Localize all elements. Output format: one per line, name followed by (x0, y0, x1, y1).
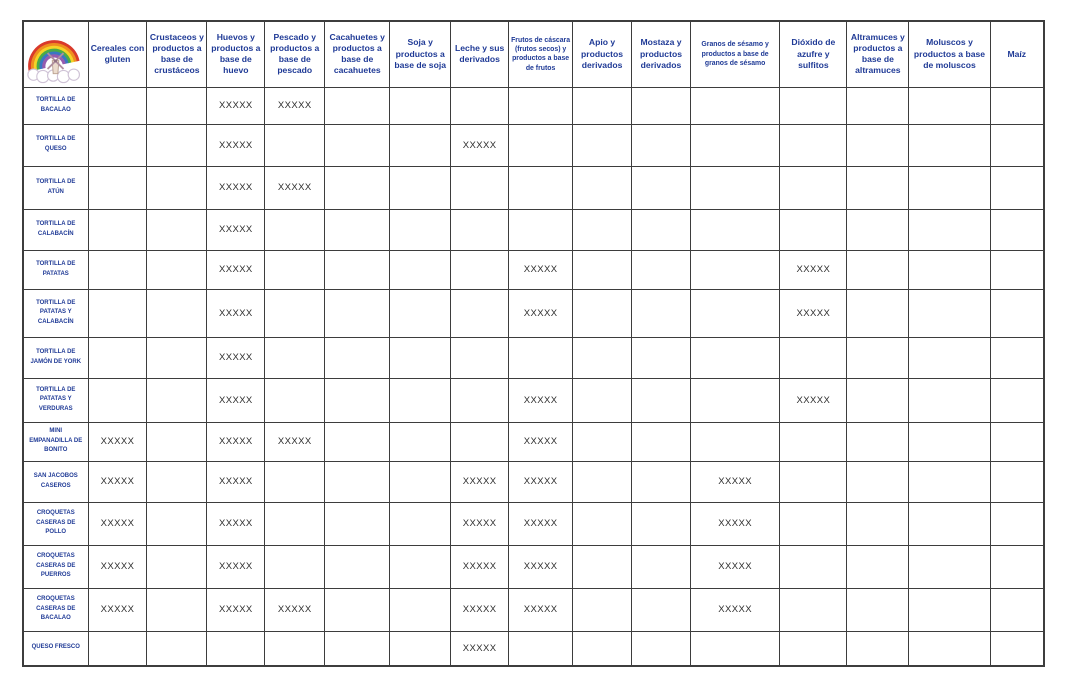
allergen-empty-cell (390, 337, 451, 378)
row-label: QUESO FRESCO (23, 631, 88, 666)
allergen-mark-cell: XXXXX (88, 588, 147, 631)
allergen-mark-cell: XXXXX (207, 250, 265, 289)
allergen-empty-cell (847, 87, 909, 124)
allergen-empty-cell (509, 337, 573, 378)
allergen-empty-cell (325, 378, 390, 422)
allergen-empty-cell (325, 631, 390, 666)
allergen-empty-cell (909, 631, 990, 666)
allergen-empty-cell (147, 545, 207, 588)
allergen-empty-cell (632, 631, 691, 666)
table-row (23, 209, 1044, 250)
allergen-empty-cell (265, 124, 325, 166)
allergen-empty-cell (690, 422, 779, 461)
row-label: MINI EMPANADILLA DE BONITO (23, 422, 88, 461)
allergen-empty-cell (847, 588, 909, 631)
allergen-empty-cell (390, 378, 451, 422)
allergen-mark-cell: XXXXX (509, 461, 573, 502)
allergen-empty-cell (325, 87, 390, 124)
allergen-empty-cell (325, 289, 390, 337)
allergen-mark-cell: XXXXX (509, 250, 573, 289)
allergen-empty-cell (509, 631, 573, 666)
table-row (23, 87, 1044, 124)
allergen-empty-cell (147, 588, 207, 631)
allergen-empty-cell (88, 250, 147, 289)
allergen-empty-cell (451, 166, 509, 209)
allergen-empty-cell (632, 289, 691, 337)
allergen-empty-cell (147, 461, 207, 502)
allergen-mark-cell: XXXXX (88, 461, 147, 502)
allergen-empty-cell (207, 631, 265, 666)
allergen-empty-cell (632, 461, 691, 502)
allergen-empty-cell (909, 87, 990, 124)
allergen-empty-cell (909, 378, 990, 422)
allergen-empty-cell (632, 337, 691, 378)
allergen-empty-cell (325, 209, 390, 250)
allergen-empty-cell (780, 337, 847, 378)
allergen-mark-cell: XXXXX (780, 378, 847, 422)
allergen-mark-cell: XXXXX (207, 545, 265, 588)
table-row (23, 545, 1044, 588)
table-row (23, 166, 1044, 209)
row-label: TORTILLA DE ATÚN (23, 166, 88, 209)
allergen-empty-cell (265, 545, 325, 588)
allergen-empty-cell (390, 250, 451, 289)
allergen-empty-cell (632, 502, 691, 545)
allergen-empty-cell (147, 502, 207, 545)
allergen-empty-cell (325, 461, 390, 502)
row-label: TORTILLA DE CALABACÍN (23, 209, 88, 250)
allergen-empty-cell (573, 337, 632, 378)
row-label: TORTILLA DE JAMÓN DE YORK (23, 337, 88, 378)
allergen-empty-cell (451, 87, 509, 124)
row-label: TORTILLA DE PATATAS Y VERDURAS (23, 378, 88, 422)
column-header: Crustaceos y productos a base de crustáceos (147, 21, 207, 87)
column-header: Pescado y productos a base de pescado (265, 21, 325, 87)
allergen-empty-cell (573, 124, 632, 166)
allergen-empty-cell (632, 124, 691, 166)
allergen-empty-cell (632, 166, 691, 209)
allergen-empty-cell (909, 461, 990, 502)
allergen-empty-cell (390, 87, 451, 124)
allergen-empty-cell (390, 124, 451, 166)
allergen-empty-cell (451, 250, 509, 289)
table-row (23, 289, 1044, 337)
allergen-mark-cell: XXXXX (265, 588, 325, 631)
row-label: CROQUETAS CASERAS DE PUERROS (23, 545, 88, 588)
allergen-empty-cell (573, 502, 632, 545)
allergen-empty-cell (909, 502, 990, 545)
column-header: Maíz (990, 21, 1044, 87)
allergen-empty-cell (847, 209, 909, 250)
allergen-empty-cell (147, 87, 207, 124)
allergen-empty-cell (690, 87, 779, 124)
table-row (23, 250, 1044, 289)
allergen-mark-cell: XXXXX (451, 631, 509, 666)
column-header: Apio y productos derivados (573, 21, 632, 87)
allergen-empty-cell (390, 588, 451, 631)
allergen-empty-cell (325, 124, 390, 166)
allergen-empty-cell (325, 166, 390, 209)
allergen-empty-cell (390, 502, 451, 545)
allergen-empty-cell (847, 631, 909, 666)
allergen-mark-cell: XXXXX (509, 378, 573, 422)
allergen-mark-cell: XXXXX (265, 166, 325, 209)
allergen-empty-cell (325, 588, 390, 631)
allergen-mark-cell: XXXXX (690, 461, 779, 502)
allergen-empty-cell (147, 250, 207, 289)
allergen-empty-cell (847, 461, 909, 502)
allergen-mark-cell: XXXXX (451, 502, 509, 545)
allergen-empty-cell (990, 124, 1044, 166)
allergen-empty-cell (390, 209, 451, 250)
allergen-empty-cell (690, 124, 779, 166)
table-row (23, 631, 1044, 666)
allergen-mark-cell: XXXXX (265, 87, 325, 124)
allergen-mark-cell: XXXXX (509, 422, 573, 461)
row-label: CROQUETAS CASERAS DE POLLO (23, 502, 88, 545)
allergen-empty-cell (780, 631, 847, 666)
allergen-mark-cell: XXXXX (207, 87, 265, 124)
row-label: TORTILLA DE PATATAS (23, 250, 88, 289)
allergen-empty-cell (147, 124, 207, 166)
allergen-empty-cell (325, 545, 390, 588)
allergen-empty-cell (847, 502, 909, 545)
allergen-empty-cell (147, 378, 207, 422)
allergen-empty-cell (573, 166, 632, 209)
allergen-empty-cell (690, 250, 779, 289)
allergen-mark-cell: XXXXX (207, 337, 265, 378)
allergen-mark-cell: XXXXX (780, 250, 847, 289)
allergen-mark-cell: XXXXX (207, 378, 265, 422)
allergen-mark-cell: XXXXX (690, 588, 779, 631)
allergen-empty-cell (390, 461, 451, 502)
allergen-empty-cell (573, 289, 632, 337)
allergen-empty-cell (88, 631, 147, 666)
allergen-mark-cell: XXXXX (207, 209, 265, 250)
allergen-mark-cell: XXXXX (690, 502, 779, 545)
allergen-empty-cell (847, 124, 909, 166)
allergen-mark-cell: XXXXX (88, 502, 147, 545)
allergen-empty-cell (847, 337, 909, 378)
header-row (23, 21, 1044, 87)
allergen-empty-cell (573, 87, 632, 124)
allergen-mark-cell: XXXXX (690, 545, 779, 588)
allergen-empty-cell (632, 250, 691, 289)
column-header: Granos de sésamo y productos a base de granos de sésamo (690, 21, 779, 87)
allergen-empty-cell (690, 337, 779, 378)
allergen-empty-cell (265, 378, 325, 422)
allergen-empty-cell (325, 250, 390, 289)
allergen-mark-cell: XXXXX (207, 422, 265, 461)
column-header: Cereales con gluten (88, 21, 147, 87)
allergen-empty-cell (147, 422, 207, 461)
allergen-empty-cell (265, 289, 325, 337)
allergen-empty-cell (265, 631, 325, 666)
allergen-empty-cell (909, 250, 990, 289)
allergen-empty-cell (325, 337, 390, 378)
allergen-mark-cell: XXXXX (509, 289, 573, 337)
allergen-mark-cell: XXXXX (780, 289, 847, 337)
allergen-empty-cell (909, 422, 990, 461)
allergen-empty-cell (147, 209, 207, 250)
allergen-empty-cell (88, 87, 147, 124)
allergen-empty-cell (909, 166, 990, 209)
allergen-empty-cell (909, 124, 990, 166)
allergen-empty-cell (573, 209, 632, 250)
allergen-empty-cell (451, 378, 509, 422)
allergen-empty-cell (147, 289, 207, 337)
allergen-empty-cell (780, 502, 847, 545)
allergen-empty-cell (509, 87, 573, 124)
allergen-empty-cell (780, 87, 847, 124)
allergen-empty-cell (909, 289, 990, 337)
allergen-mark-cell: XXXXX (88, 422, 147, 461)
rainbow-icon (26, 38, 78, 72)
allergen-empty-cell (780, 461, 847, 502)
allergen-empty-cell (509, 209, 573, 250)
allergen-empty-cell (573, 461, 632, 502)
allergen-empty-cell (573, 545, 632, 588)
table-row (23, 337, 1044, 378)
allergen-mark-cell: XXXXX (207, 124, 265, 166)
allergen-empty-cell (780, 545, 847, 588)
allergen-empty-cell (390, 545, 451, 588)
allergen-empty-cell (265, 502, 325, 545)
row-label: TORTILLA DE QUESO (23, 124, 88, 166)
allergen-empty-cell (632, 545, 691, 588)
allergen-empty-cell (690, 166, 779, 209)
allergen-empty-cell (88, 289, 147, 337)
allergen-empty-cell (325, 422, 390, 461)
row-label: SAN JACOBOS CASEROS (23, 461, 88, 502)
allergen-empty-cell (990, 289, 1044, 337)
allergen-empty-cell (909, 209, 990, 250)
allergen-empty-cell (265, 461, 325, 502)
allergen-empty-cell (690, 378, 779, 422)
allergen-empty-cell (573, 250, 632, 289)
allergen-empty-cell (509, 166, 573, 209)
allergen-empty-cell (690, 209, 779, 250)
allergen-empty-cell (990, 588, 1044, 631)
allergen-mark-cell: XXXXX (88, 545, 147, 588)
column-header: Huevos y productos a base de huevo (207, 21, 265, 87)
allergen-empty-cell (451, 289, 509, 337)
allergen-empty-cell (847, 545, 909, 588)
allergen-empty-cell (990, 422, 1044, 461)
allergen-empty-cell (632, 209, 691, 250)
allergen-empty-cell (990, 545, 1044, 588)
allergen-empty-cell (990, 631, 1044, 666)
table-row (23, 422, 1044, 461)
allergen-empty-cell (990, 461, 1044, 502)
row-label: CROQUETAS CASERAS DE BACALAO (23, 588, 88, 631)
allergen-empty-cell (632, 87, 691, 124)
allergen-empty-cell (573, 378, 632, 422)
allergen-empty-cell (632, 422, 691, 461)
allergen-empty-cell (573, 588, 632, 631)
table-row (23, 588, 1044, 631)
allergen-empty-cell (265, 209, 325, 250)
column-header: Altramuces y productos a base de altramuces (847, 21, 909, 87)
allergen-empty-cell (990, 209, 1044, 250)
allergen-table (22, 20, 1045, 667)
column-header: Dióxido de azufre y sulfitos (780, 21, 847, 87)
column-header: Cacahuetes y productos a base de cacahuetes (325, 21, 390, 87)
allergen-empty-cell (390, 289, 451, 337)
allergen-empty-cell (147, 166, 207, 209)
allergen-mark-cell: XXXXX (265, 422, 325, 461)
allergen-empty-cell (390, 631, 451, 666)
allergen-empty-cell (780, 588, 847, 631)
column-header: Frutos de cáscara (frutos secos) y productos a base de frutos (509, 21, 573, 87)
allergen-mark-cell: XXXXX (509, 545, 573, 588)
row-label: TORTILLA DE PATATAS Y CALABACÍN (23, 289, 88, 337)
allergen-empty-cell (451, 422, 509, 461)
allergen-empty-cell (325, 502, 390, 545)
rainbow-windmill-logo-icon (26, 23, 86, 85)
allergen-mark-cell: XXXXX (207, 502, 265, 545)
allergen-empty-cell (88, 209, 147, 250)
allergen-empty-cell (990, 378, 1044, 422)
allergen-empty-cell (990, 250, 1044, 289)
column-header: Soja y productos a base de soja (390, 21, 451, 87)
allergen-empty-cell (990, 87, 1044, 124)
allergen-empty-cell (780, 422, 847, 461)
allergen-empty-cell (909, 337, 990, 378)
allergen-empty-cell (780, 166, 847, 209)
allergen-empty-cell (88, 124, 147, 166)
allergen-empty-cell (509, 124, 573, 166)
allergen-empty-cell (847, 289, 909, 337)
allergen-empty-cell (632, 378, 691, 422)
allergen-mark-cell: XXXXX (207, 461, 265, 502)
allergen-empty-cell (847, 422, 909, 461)
allergen-empty-cell (990, 337, 1044, 378)
allergen-mark-cell: XXXXX (207, 166, 265, 209)
allergen-empty-cell (780, 124, 847, 166)
allergen-mark-cell: XXXXX (207, 289, 265, 337)
allergen-empty-cell (847, 166, 909, 209)
allergen-mark-cell: XXXXX (451, 461, 509, 502)
allergen-mark-cell: XXXXX (451, 545, 509, 588)
allergen-empty-cell (909, 545, 990, 588)
table-row (23, 378, 1044, 422)
allergen-empty-cell (265, 337, 325, 378)
allergen-empty-cell (690, 631, 779, 666)
allergen-empty-cell (451, 209, 509, 250)
allergen-empty-cell (573, 422, 632, 461)
column-header: Mostaza y productos derivados (632, 21, 691, 87)
table-row (23, 461, 1044, 502)
allergen-mark-cell: XXXXX (509, 502, 573, 545)
allergen-empty-cell (990, 166, 1044, 209)
allergen-empty-cell (990, 502, 1044, 545)
allergen-empty-cell (88, 166, 147, 209)
allergen-empty-cell (147, 631, 207, 666)
allergen-empty-cell (632, 588, 691, 631)
allergen-empty-cell (147, 337, 207, 378)
allergen-empty-cell (88, 337, 147, 378)
table-row (23, 124, 1044, 166)
allergen-empty-cell (265, 250, 325, 289)
allergen-empty-cell (88, 378, 147, 422)
allergen-empty-cell (690, 289, 779, 337)
allergen-mark-cell: XXXXX (451, 124, 509, 166)
allergen-empty-cell (390, 422, 451, 461)
column-header: Leche y sus derivados (451, 21, 509, 87)
allergen-empty-cell (390, 166, 451, 209)
school-logo (23, 21, 88, 87)
column-header: Moluscos y productos a base de moluscos (909, 21, 990, 87)
row-label: TORTILLA DE BACALAO (23, 87, 88, 124)
table-row (23, 502, 1044, 545)
allergen-empty-cell (780, 209, 847, 250)
allergen-mark-cell: XXXXX (509, 588, 573, 631)
allergen-empty-cell (573, 631, 632, 666)
allergen-empty-cell (451, 337, 509, 378)
allergen-empty-cell (847, 250, 909, 289)
allergen-mark-cell: XXXXX (451, 588, 509, 631)
allergen-empty-cell (847, 378, 909, 422)
allergen-empty-cell (909, 588, 990, 631)
allergen-mark-cell: XXXXX (207, 588, 265, 631)
